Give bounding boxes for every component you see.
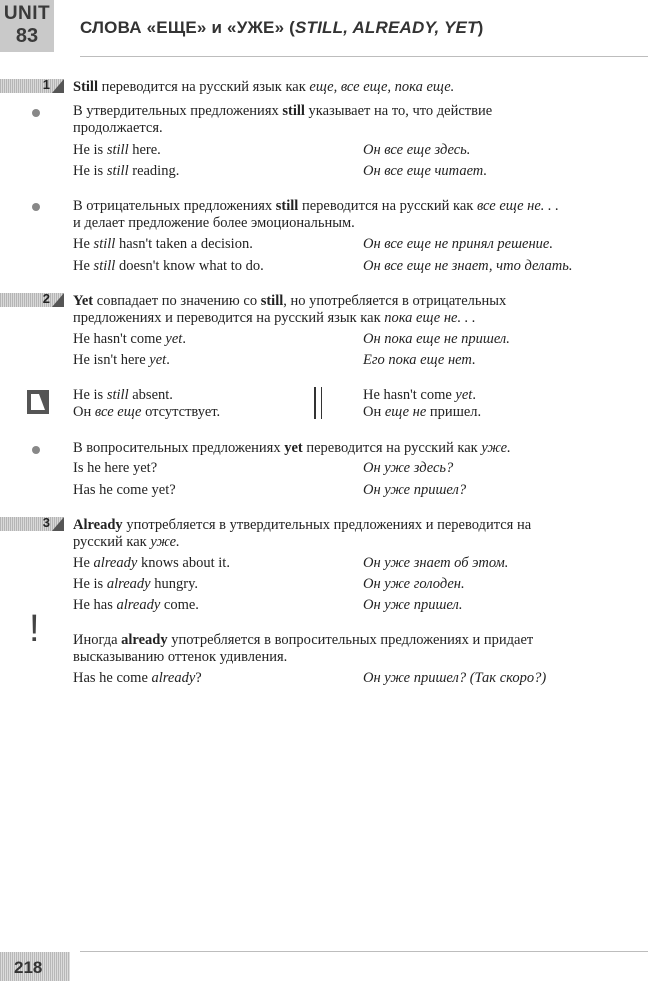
- section-3-marker: [0, 517, 64, 531]
- example-ru: Он уже здесь?: [363, 460, 454, 476]
- footer-rule: [80, 951, 648, 952]
- example-en: He still hasn't taken a decision.: [73, 236, 253, 252]
- compare-icon: [27, 390, 49, 414]
- section-1-intro: Still переводится на русский язык как еще, все еще, пока еще.: [73, 79, 455, 95]
- example-ru: Он уже пришел.: [363, 597, 463, 613]
- unit-badge: [0, 0, 54, 52]
- example-ru: Его пока еще нет.: [363, 352, 476, 368]
- header-rule: [80, 56, 648, 57]
- example-en: He hasn't come yet.: [73, 331, 186, 347]
- section-number: 2: [42, 291, 50, 306]
- compare-right-ru: Он еще не пришел.: [363, 404, 482, 420]
- section-2-question-rule: В вопросительных предложениях yet переводится на русский как уже.: [73, 440, 511, 456]
- example-en: He has already come.: [73, 597, 199, 613]
- exclamation-icon: !: [29, 608, 40, 650]
- section-3-note: Иногда already употребляется в вопросительных предложениях и придает: [73, 632, 534, 648]
- example-ru: Он уже пришел? (Так скоро?): [363, 670, 547, 686]
- section-3-intro: Already употребляется в утвердительных предложениях и переводится на: [73, 517, 532, 533]
- example-ru: Он все еще не принял решение.: [363, 236, 553, 252]
- section-1-marker: [0, 79, 64, 93]
- example-ru: Он все еще здесь.: [363, 142, 471, 158]
- section-3-note-cont: высказыванию оттенок удивления.: [73, 649, 288, 665]
- page-number: 218: [14, 958, 43, 977]
- example-en: He is already hungry.: [73, 576, 198, 592]
- section-2-intro-cont: предложениях и переводится на русский язык как пока еще не. . .: [73, 310, 476, 326]
- title-close: ): [477, 18, 484, 37]
- example-ru: Он пока еще не пришел.: [363, 331, 510, 347]
- bullet-icon: [32, 109, 40, 117]
- marker-triangle: [52, 79, 64, 93]
- example-en: Is he here yet?: [73, 460, 158, 476]
- example-en: He already knows about it.: [73, 555, 230, 571]
- example-ru: Он уже знает об этом.: [363, 555, 509, 571]
- example-en: He is still reading.: [73, 163, 180, 179]
- title-italic: STILL, ALREADY, YET: [295, 18, 478, 37]
- compare-left-ru: Он все еще отсутствует.: [73, 404, 221, 420]
- example-en: He is still here.: [73, 142, 161, 158]
- compare-right-en: He hasn't come yet.: [363, 387, 476, 403]
- example-en: He isn't here yet.: [73, 352, 170, 368]
- example-ru: Он все еще не знает, что делать.: [363, 258, 573, 274]
- section-1-rule-negative-cont: и делает предложение более эмоциональным.: [73, 215, 355, 231]
- section-2-marker: [0, 293, 64, 307]
- section-1-rule-affirmative: В утвердительных предложениях still указывает на то, что действие продолжается.: [73, 103, 493, 136]
- section-1-rule-negative: В отрицательных предложениях still переводится на русский как все еще не. . .: [73, 198, 559, 214]
- unit-number: 83: [15, 25, 39, 47]
- section-number: 1: [42, 77, 50, 92]
- example-en: He still doesn't know what to do.: [73, 258, 264, 274]
- example-en: Has he come yet?: [73, 482, 176, 498]
- page-title: [80, 18, 484, 38]
- bullet-icon: [32, 203, 40, 211]
- example-en: Has he come already?: [73, 670, 202, 686]
- marker-triangle: [52, 517, 64, 531]
- compare-left-en: He is still absent.: [73, 387, 173, 403]
- section-2-intro: Yet совпадает по значению со still, но употребляется в отрицательных: [73, 293, 507, 309]
- example-ru: Он уже голоден.: [363, 576, 465, 592]
- section-number: 3: [42, 515, 50, 530]
- bullet-icon: [32, 446, 40, 454]
- unit-label: UNIT: [3, 3, 51, 24]
- title-main: СЛОВА «ЕЩЕ» и «УЖЕ» (: [80, 18, 296, 37]
- section-3-intro-cont: русский как уже.: [73, 534, 180, 550]
- example-ru: Он все еще читает.: [363, 163, 488, 179]
- marker-triangle: [52, 293, 64, 307]
- example-ru: Он уже пришел?: [363, 482, 467, 498]
- parallel-divider-icon: [314, 387, 327, 424]
